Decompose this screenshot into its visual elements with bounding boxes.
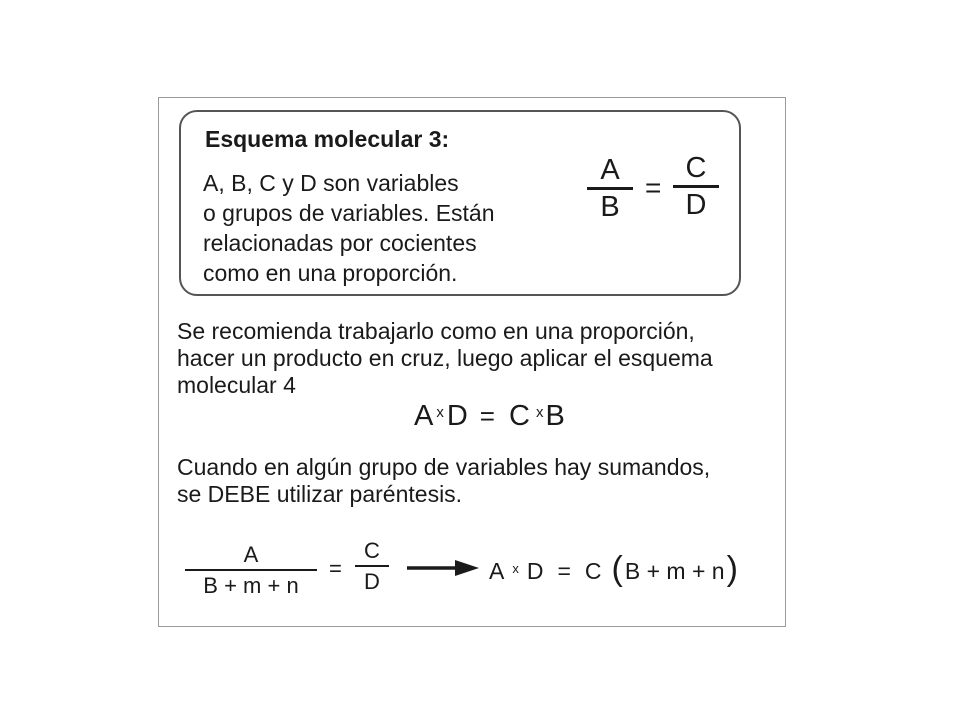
text-line: Cuando en algún grupo de variables hay sumandos,: [177, 454, 711, 480]
numerator: A: [600, 154, 620, 186]
fraction-a-over-sum: [185, 544, 317, 597]
fraction-bar: [185, 569, 317, 571]
text-line: se DEBE utilizar paréntesis.: [177, 481, 463, 507]
arrow-right-icon: [407, 560, 481, 576]
var-c: C: [584, 558, 602, 584]
fraction-c-over-d: [355, 540, 389, 593]
equals-sign: =: [557, 558, 571, 584]
denominator: B: [600, 191, 620, 223]
denominator: D: [364, 569, 380, 594]
text-line: molecular 4: [177, 372, 296, 398]
equals-sign: =: [329, 556, 342, 581]
var-a: A: [489, 558, 505, 584]
description-line: A, B, C y D son variables: [203, 170, 459, 196]
equals-sign: =: [479, 401, 495, 431]
description-line: como en una proporción.: [203, 260, 458, 286]
schema-box: [179, 110, 741, 296]
times-sign: x: [436, 404, 444, 421]
fraction-bar: [673, 185, 719, 188]
paren-group: B + m + n: [624, 558, 725, 584]
result-expression: [489, 552, 740, 591]
var-b: B: [545, 400, 565, 432]
var-a: A: [414, 400, 434, 432]
var-c: C: [508, 400, 530, 432]
close-paren: ): [726, 550, 738, 588]
numerator: C: [364, 538, 380, 563]
schema-description: [203, 168, 495, 288]
equals-sign: =: [645, 172, 662, 203]
fraction-bar: [355, 565, 389, 567]
fraction-bar: [587, 187, 633, 190]
cross-product-equation: [414, 400, 565, 433]
var-d: D: [526, 558, 544, 584]
slide-card: [158, 97, 786, 627]
recommendation-text: [177, 318, 713, 399]
description-line: o grupos de variables. Están: [203, 200, 495, 226]
note-text: [177, 454, 710, 508]
open-paren: (: [611, 550, 623, 588]
numerator: A: [243, 542, 259, 567]
denominator: D: [685, 189, 707, 221]
description-line: relacionadas por cocientes: [203, 230, 477, 256]
schema-title: Esquema molecular 3:: [205, 126, 450, 152]
fraction-a-over-b: [587, 156, 633, 222]
fraction-c-over-d: [673, 154, 719, 220]
text-line: Se recomienda trabajarlo como en una proporción,: [177, 318, 695, 344]
var-d: D: [446, 400, 468, 432]
times-sign: x: [535, 404, 544, 421]
denominator: B + m + n: [203, 573, 299, 598]
text-line: hacer un producto en cruz, luego aplicar el esquema: [177, 345, 713, 371]
final-equation: [159, 538, 787, 618]
numerator: C: [685, 152, 707, 184]
times-sign: x: [512, 561, 519, 576]
